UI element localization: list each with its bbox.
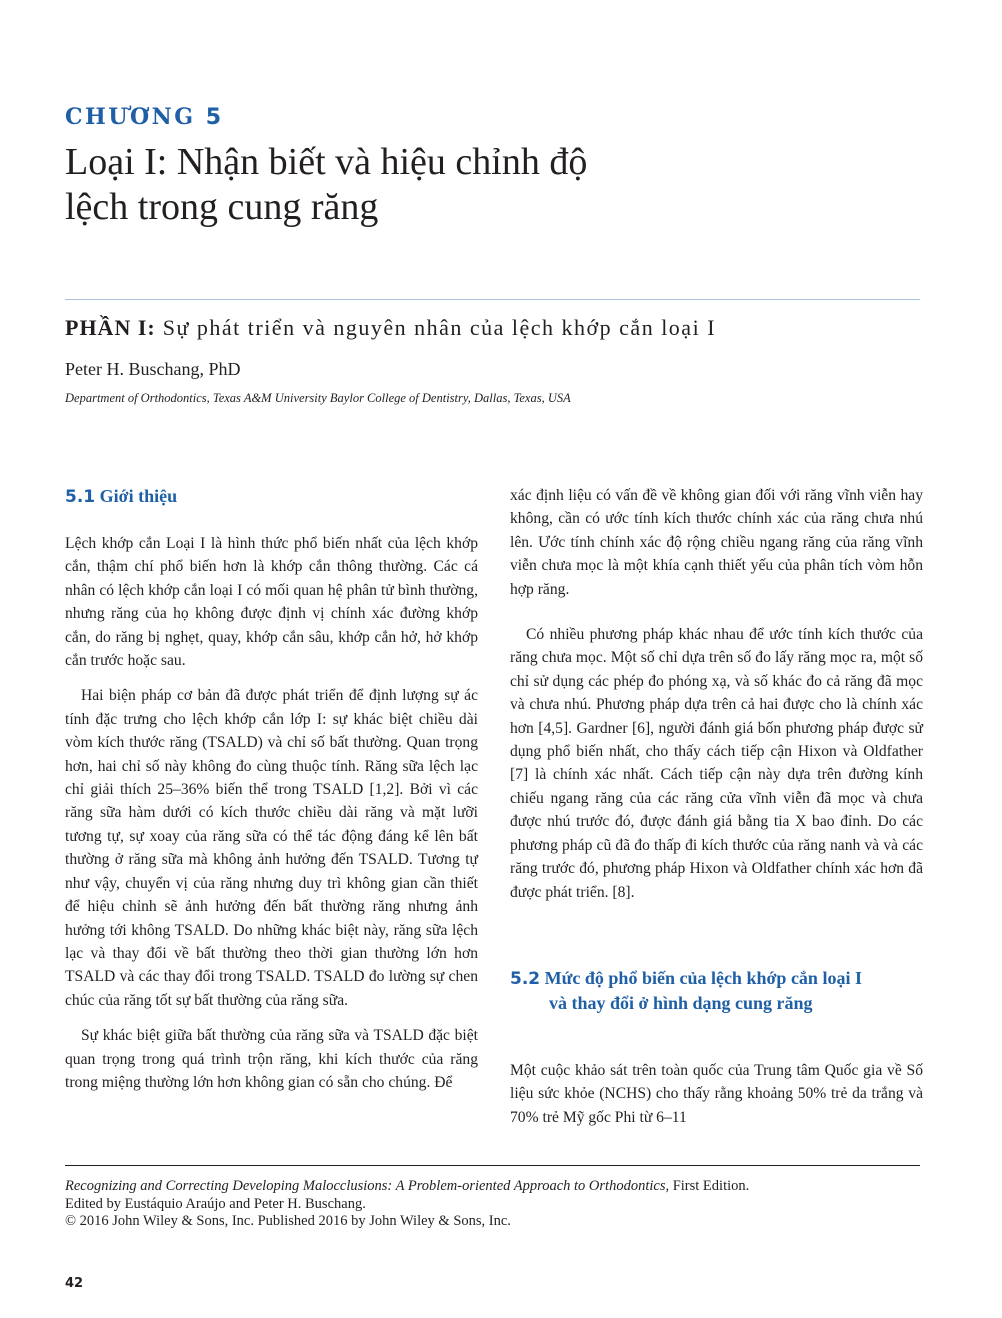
section-heading-5-1	[65, 484, 478, 509]
footnote-citation	[65, 1178, 920, 1196]
paragraph: Hai biện pháp cơ bản đã được phát triển để định lượng sự ác tính đặc trưng cho lệch khớp cắn lớp I: sự khác biệt chiều dài vòm kích thước răng (TSALD) và chỉ số bất thường. Quan trọng hơn, hai chỉ số này không đo cùng thuộc tính. Răng sữa lệch lạc chỉ giải thích 25–36% biến thể trong TSALD [1,2]. Bởi vì các răng sữa hàm dưới có kích thước chiều dài răng và mặt lưỡi tương tự, sự xoay của răng sữa có thể tác động đáng kể lên bất thường ở răng sữa mà không ảnh hưởng đến TSALD. Tương tự như vậy, chuyển vị của răng nhưng duy trì không gian cần thiết để hiệu chỉnh sẽ ảnh hưởng đến bất thường răng nhưng ảnh hưởng tới không TSALD. Do những khác biệt này, răng sữa lệch lạc và thay đổi về bất thường theo thời gian thường lớn hơn TSALD và các thay đổi trong TSALD. TSALD đo lường sự chen chúc của răng tốt sự bất thường của răng sữa.	[65, 687, 478, 1009]
footnote-copyright: © 2016 John Wiley & Sons, Inc. Published 2016 by John Wiley & Sons, Inc.	[65, 1213, 511, 1229]
section-divider	[65, 299, 920, 300]
part-text: Sự phát triển và nguyên nhân của lệch khớp cắn loại I	[162, 315, 717, 340]
section-title-line-1: Mức độ phổ biến của lệch khớp cắn loại I	[544, 967, 862, 988]
paragraph: Có nhiều phương pháp khác nhau để ước tính kích thước của răng chưa mọc. Một số chỉ dựa trên số đo lấy răng mọc ra, một số chỉ sử dụng các phép đo phóng xạ, và số khác đo cả răng đã mọc và chưa nhú. Phương pháp dựa trên cả hai được cho là chính xác hơn [4,5]. Gardner [6], người đánh giá bốn phương pháp được sử dụng phổ biến nhất, cho thấy cách tiếp cận Hixon và Oldfather [7] là chính xác nhất. Cách tiếp cận này dựa trên đường kính chiếu ngang răng của các răng cửa vĩnh viễn đã mọc và chưa được nhú trước đó, được đánh giá bằng tia X bao đỉnh. Do các phương pháp cũ đã đo thấp đi kích thước của răng nanh và và các răng trước đó, phương pháp Hixon và Oldfather chính xác hơn đã được phát triển. [8].	[510, 626, 923, 901]
book-title: Recognizing and Correcting Developing Malocclusions: A Problem-oriented Approach to Orthodontics,	[65, 1178, 670, 1194]
paragraph: Một cuộc khảo sát trên toàn quốc của Trung tâm Quốc gia về Số liệu sức khỏe (NCHS) cho thấy rằng khoảng 50% trẻ da trắng và 70% trẻ Mỹ gốc Phi từ 6–11	[510, 1061, 923, 1126]
chapter-title	[65, 140, 765, 230]
section-number: 5.2	[510, 968, 541, 989]
author: Peter H. Buschang, PhD	[65, 359, 241, 379]
section-number: 5.1	[65, 487, 96, 507]
chapter-label	[65, 104, 221, 130]
section-title: Giới thiệu	[99, 486, 178, 506]
footnote	[65, 1178, 920, 1231]
footnote-rule	[65, 1165, 920, 1166]
part-label: PHẦN I:	[65, 315, 156, 340]
section-heading-5-2	[510, 966, 923, 1015]
chapter-title-line-1: Loại I: Nhận biết và hiệu chỉnh độ	[65, 141, 588, 183]
right-column	[510, 484, 923, 1129]
part-title	[65, 315, 716, 341]
paragraph: Sự khác biệt giữa bất thường của răng sữa và TSALD đặc biệt quan trọng trong quá trình trộn răng, khi kích thước của răng trong miệng thường lớn hơn không gian có sẵn cho chúng. Để	[65, 1027, 478, 1091]
chapter-number: 5	[205, 105, 222, 130]
chapter-word: CHƯƠNG	[65, 104, 196, 130]
page-number: 42	[65, 1276, 84, 1291]
paragraph: Lệch khớp cắn Loại I là hình thức phổ biến nhất của lệch khớp cắn, thậm chí phổ biến hơn là khớp cắn thông thường. Các cá nhân có lệch khớp cắn loại I có mối quan hệ phân tử bình thường, nhưng răng của họ không được định vị chính xác đường khớp cắn, do răng bị nghẹt, quay, khớp cắn sâu, khớp cắn hở, hở khớp cắn trước hoặc sau.	[65, 535, 478, 670]
edition: First Edition.	[669, 1178, 750, 1194]
chapter-title-line-2: lệch trong cung răng	[65, 186, 379, 228]
affiliation: Department of Orthodontics, Texas A&M University Baylor College of Dentistry, Dallas, Texas, USA	[65, 391, 571, 405]
footnote-editors: Edited by Eustáquio Araújo and Peter H. Buschang.	[65, 1195, 366, 1212]
section-title-line-2: và thay đổi ở hình dạng cung răng	[549, 992, 813, 1013]
left-column	[65, 484, 478, 1094]
paragraph: xác định liệu có vấn đề về không gian đối với răng vĩnh viễn hay không, cần có ước tính kích thước chính xác của răng chưa nhú lên. Ước tính chính xác độ rộng chiều ngang răng của răng vĩnh viễn chưa mọc là một khía cạnh thiết yếu của phân tích vòm hỗn hợp răng.	[510, 487, 923, 598]
